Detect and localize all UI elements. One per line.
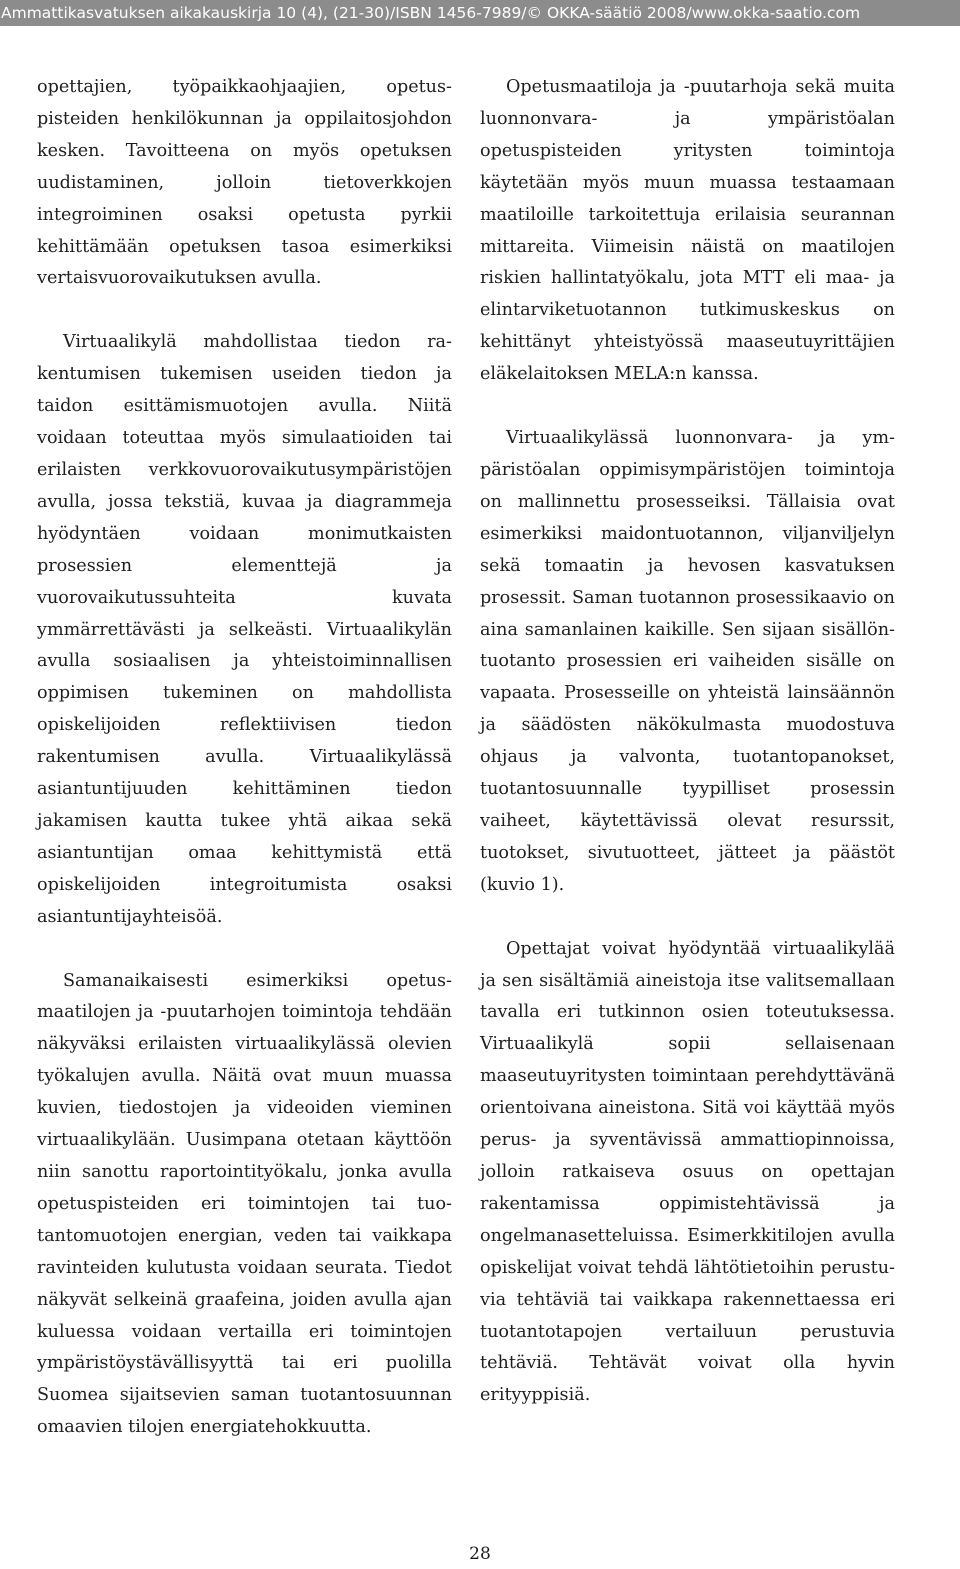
page-number-text: 28 <box>469 1544 491 1564</box>
page-number <box>0 1543 960 1565</box>
journal-citation-header <box>0 0 960 26</box>
paragraph-left-1: opettajien, työpaikkaohjaajien, opetuspisteiden henkilökunnan ja oppilaitosjohdon kesken. Tavoitteena on myös opetuksen uudistaminen, jolloin tietoverkkojen integroiminen osaksi opetusta pyrkii kehittämään opetuksen tasoa esimerkiksi vertaisvuorovaikutuksen avulla. <box>37 77 452 289</box>
paragraph-right-3: Opettajat voivat hyödyntää virtuaalikylää ja sen sisältämiä aineistoja itse valitsemallaan tavalla eri tutkinnon osien toteutuksessa. Virtuaalikylä sopii sellaisenaan maaseutuyritysten toimintaan perehdyttävänä orientoivana aineistona. Sitä voi käyttää myös perus- ja syventävissä ammattiopinnoissa, jolloin ratkaiseva osuus on opettajan rakentamissa oppimistehtävissä ja ongelmanasetteluissa. Esimerkkitilojen avulla opiskelijat voivat tehdä lähtötietoihin perustuvia tehtäviä tai vaikkapa rakennettaessa eri tuotantotapojen vertailuun perustuvia tehtäviä. Tehtävät voivat olla hyvin erityyppisiä. <box>480 938 895 1406</box>
journal-citation-text: Ammattikasvatuksen aikakauskirja 10 (4), (21-30)/ISBN 1456-7989/© OKKA-säätiö 2008/www.okka-saatio.com <box>1 4 861 22</box>
left-text-column <box>37 72 452 1444</box>
paragraph-right-2: Virtuaalikylässä luonnonvara- ja ympäristöalan oppimisympäristöjen toimintoja on mallinnettu prosesseiksi. Tällaisia ovat esimerkiksi maidontuotannon, viljanviljelyn sekä tomaatin ja hevosen kasvatuksen prosessit. Saman tuotannon prosessikaavio on aina samanlainen kaikille. Sen sijaan sisällöntuotanto prosessien eri vaiheiden sisälle on vapaata. Prosesseille on yhteistä lainsäännön ja säädösten näkökulmasta muodostuva ohjaus ja valvonta, tuotantopanokset, tuotantosuunnalle tyypilliset prosessin vaiheet, käytettävissä olevat resurssit, tuotokset, sivutuotteet, jätteet ja päästöt (kuvio 1). <box>480 428 895 895</box>
right-text-column <box>480 72 895 1412</box>
paragraph-left-2: Virtuaalikylä mahdollistaa tiedon rakentumisen tukemisen useiden tiedon ja taidon esittämismuotojen avulla. Niitä voidaan toteuttaa myös simulaatioiden tai erilaisten verkkovuorovaikutusympäristöjen avulla, jossa tekstiä, kuvaa ja diagrammeja hyödyntäen voidaan monimutkaisten prosessien elementtejä ja vuorovaikutussuhteita kuvata ymmärrettävästi ja selkeästi. Virtuaalikylän avulla sosiaalisen ja yhteistoiminnallisen oppimisen tukeminen on mahdollista opiskelijoiden reflektiivisen tiedon rakentumisen avulla. Virtuaalikylässä asiantuntijuuden kehittäminen tiedon jakamisen kautta tukee yhtä aikaa sekä asiantuntijan omaa kehittymistä että opiskelijoiden integroitumista osaksi asiantuntijayhteisöä. <box>37 332 452 927</box>
paragraph-right-1: Opetusmaatiloja ja -puutarhoja sekä muita luonnonvara- ja ympäristöalan opetuspisteiden yritysten toimintoja käytetään myös muun muassa testaamaan maatiloille tarkoitettuja erilaisia seurannan mittareita. Viimeisin näistä on maatilojen riskien hallintatyökalu, jota MTT eli maa- ja elintarviketuotannon tutkimuskeskus on kehittänyt yhteistyössä maaseutuyrittäjien eläkelaitoksen MELA:n kanssa. <box>480 77 895 385</box>
paragraph-left-3: Samanaikaisesti esimerkiksi opetusmaatilojen ja -puutarhojen toimintoja tehdään näkyväksi erilaisten virtuaalikylässä olevien työkalujen avulla. Näitä ovat muun muassa kuvien, tiedostojen ja videoiden vieminen virtuaalikylään. Uusimpana otetaan käyttöön niin sanottu raportointityökalu, jonka avulla opetuspisteiden eri toimintojen tai tuotantomuotojen energian, veden tai vaikkapa ravinteiden kulutusta voidaan seurata. Tiedot näkyvät selkeinä graafeina, joiden avulla ajan kuluessa voidaan vertailla eri toimintojen ympäristöystävällisyyttä tai eri puolilla Suomea sijaitsevien saman tuotantosuunnan omaavien tilojen energiatehokkuutta. <box>37 970 452 1438</box>
